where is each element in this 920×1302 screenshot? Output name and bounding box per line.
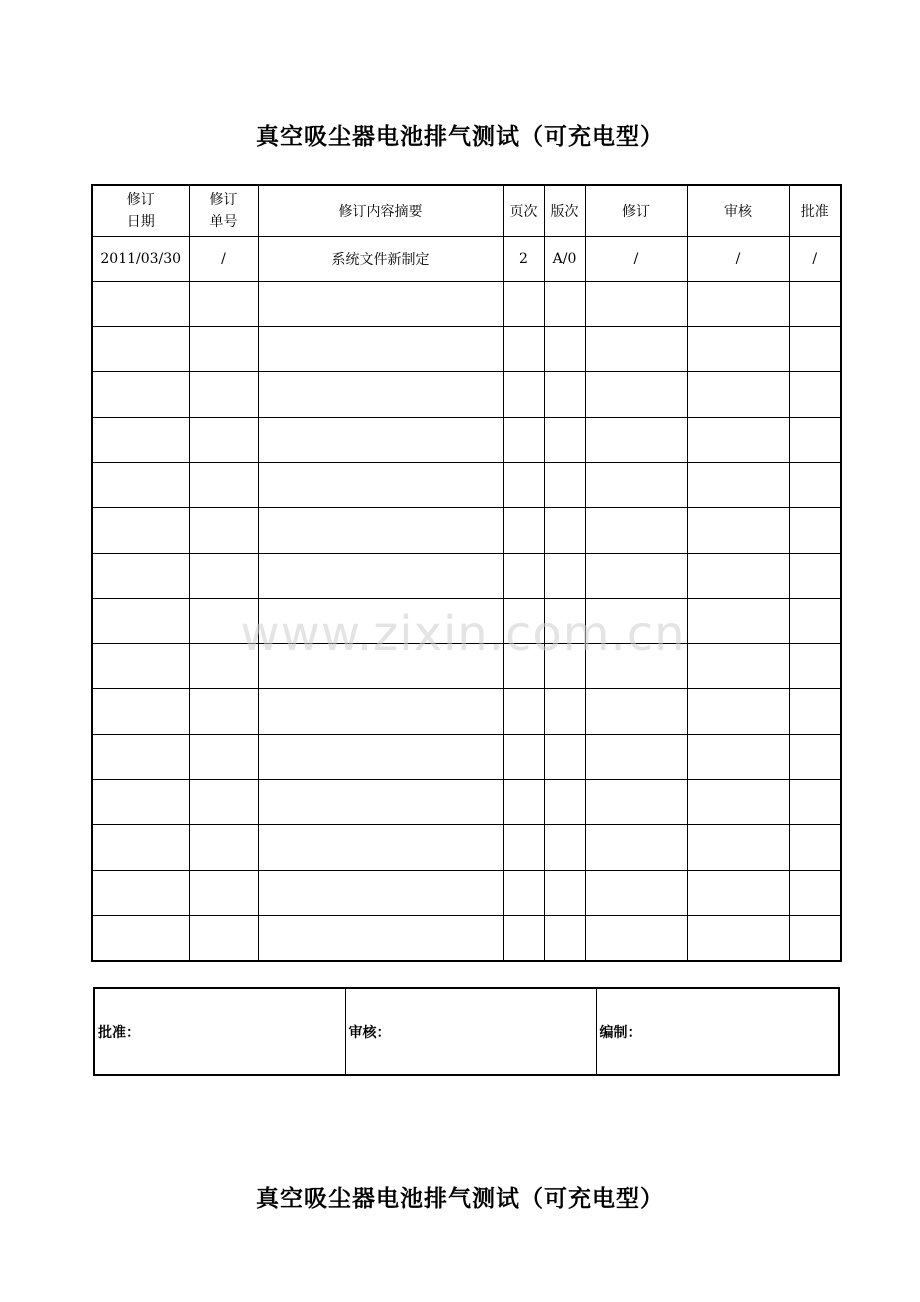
cell-approved-by (789, 598, 841, 643)
cell-revised-by (585, 327, 687, 372)
cell-summary: 系统文件新制定 (258, 236, 503, 281)
cell-summary (258, 689, 503, 734)
cell-approved-by (789, 825, 841, 870)
cell-version (544, 508, 585, 553)
cell-reviewed-by (687, 644, 789, 689)
table-row (92, 462, 841, 507)
cell-reviewed-by (687, 734, 789, 779)
header-approved-by: 批准 (789, 185, 841, 236)
cell-revised-by (585, 780, 687, 825)
header-revised-by: 修订 (585, 185, 687, 236)
cell-reviewed-by (687, 462, 789, 507)
cell-revised-by (585, 281, 687, 326)
cell-revised-by: / (585, 236, 687, 281)
cell-date (92, 281, 189, 326)
cell-number (189, 327, 258, 372)
cell-reviewed-by: / (687, 236, 789, 281)
cell-page (503, 372, 544, 417)
cell-approved-by (789, 915, 841, 960)
cell-approved-by (789, 327, 841, 372)
header-revision-summary: 修订内容摘要 (258, 185, 503, 236)
cell-date (92, 734, 189, 779)
cell-date (92, 780, 189, 825)
cell-approved-by (789, 417, 841, 462)
cell-version: A/0 (544, 236, 585, 281)
cell-page (503, 417, 544, 462)
cell-summary (258, 327, 503, 372)
cell-page (503, 689, 544, 734)
table-row (92, 734, 841, 779)
cell-reviewed-by (687, 327, 789, 372)
cell-reviewed-by (687, 780, 789, 825)
cell-summary (258, 417, 503, 462)
cell-page (503, 508, 544, 553)
cell-approved-by (789, 780, 841, 825)
cell-revised-by (585, 462, 687, 507)
cell-summary (258, 281, 503, 326)
cell-number (189, 915, 258, 960)
table-row (92, 417, 841, 462)
cell-revised-by (585, 915, 687, 960)
cell-approved-by (789, 462, 841, 507)
cell-number (189, 780, 258, 825)
revision-table-body (92, 236, 841, 961)
cell-revised-by (585, 553, 687, 598)
cell-number (189, 417, 258, 462)
cell-date (92, 462, 189, 507)
review-signature-cell[interactable]: 审核： (345, 988, 596, 1075)
cell-summary (258, 462, 503, 507)
cell-approved-by: / (789, 236, 841, 281)
cell-summary (258, 780, 503, 825)
watermark: www.zixin.com.cn (240, 606, 686, 662)
cell-page (503, 462, 544, 507)
cell-page: 2 (503, 236, 544, 281)
cell-revised-by (585, 734, 687, 779)
cell-number (189, 553, 258, 598)
cell-version (544, 462, 585, 507)
table-row (92, 825, 841, 870)
header-revision-number: 修订 单号 (189, 185, 258, 236)
cell-reviewed-by (687, 281, 789, 326)
cell-summary (258, 372, 503, 417)
cell-revised-by (585, 689, 687, 734)
cell-approved-by (789, 372, 841, 417)
cell-reviewed-by (687, 825, 789, 870)
cell-page (503, 553, 544, 598)
cell-reviewed-by (687, 372, 789, 417)
cell-summary (258, 734, 503, 779)
approve-signature-cell[interactable]: 批准： (94, 988, 345, 1075)
cell-page (503, 870, 544, 915)
cell-page (503, 281, 544, 326)
cell-approved-by (789, 870, 841, 915)
cell-page (503, 780, 544, 825)
cell-revised-by (585, 825, 687, 870)
cell-version (544, 825, 585, 870)
cell-date (92, 327, 189, 372)
cell-number (189, 734, 258, 779)
cell-revised-by (585, 508, 687, 553)
cell-revised-by (585, 870, 687, 915)
revision-history-table (91, 184, 842, 962)
header-revision-date: 修订 日期 (92, 185, 189, 236)
table-row (92, 281, 841, 326)
cell-version (544, 417, 585, 462)
header-reviewed-by: 审核 (687, 185, 789, 236)
cell-reviewed-by (687, 598, 789, 643)
cell-summary (258, 870, 503, 915)
cell-number (189, 508, 258, 553)
cell-version (544, 689, 585, 734)
cell-date: 2011/03/30 (92, 236, 189, 281)
cell-number (189, 825, 258, 870)
table-row (92, 372, 841, 417)
table-row (92, 870, 841, 915)
cell-number (189, 281, 258, 326)
cell-number (189, 462, 258, 507)
cell-date (92, 915, 189, 960)
cell-version (544, 372, 585, 417)
cell-date (92, 553, 189, 598)
cell-revised-by (585, 372, 687, 417)
cell-summary (258, 508, 503, 553)
cell-number (189, 689, 258, 734)
cell-version (544, 553, 585, 598)
cell-reviewed-by (687, 915, 789, 960)
cell-page (503, 327, 544, 372)
cell-reviewed-by (687, 508, 789, 553)
table-row (92, 553, 841, 598)
cell-date (92, 644, 189, 689)
cell-date (92, 372, 189, 417)
table-row (92, 508, 841, 553)
cell-page (503, 734, 544, 779)
cell-version (544, 780, 585, 825)
cell-reviewed-by (687, 553, 789, 598)
cell-approved-by (789, 644, 841, 689)
cell-summary (258, 553, 503, 598)
cell-date (92, 825, 189, 870)
table-row (92, 327, 841, 372)
cell-reviewed-by (687, 417, 789, 462)
cell-date (92, 417, 189, 462)
signature-block (93, 987, 840, 1076)
document-title-repeat: 真空吸尘器电池排气测试（可充电型） (256, 1185, 664, 1212)
cell-version (544, 327, 585, 372)
table-row (92, 689, 841, 734)
header-version: 版次 (544, 185, 585, 236)
cell-version (544, 734, 585, 779)
cell-date (92, 870, 189, 915)
cell-version (544, 281, 585, 326)
signature-row (94, 988, 839, 1075)
cell-page (503, 915, 544, 960)
cell-revised-by (585, 417, 687, 462)
cell-reviewed-by (687, 870, 789, 915)
table-row (92, 236, 841, 281)
cell-approved-by (789, 689, 841, 734)
table-row (92, 915, 841, 960)
cell-approved-by (789, 553, 841, 598)
cell-version (544, 870, 585, 915)
cell-version (544, 915, 585, 960)
cell-page (503, 825, 544, 870)
cell-date (92, 689, 189, 734)
cell-date (92, 508, 189, 553)
cell-date (92, 598, 189, 643)
table-header-row (92, 185, 841, 236)
cell-approved-by (789, 734, 841, 779)
cell-approved-by (789, 508, 841, 553)
cell-reviewed-by (687, 689, 789, 734)
cell-number (189, 372, 258, 417)
table-row (92, 780, 841, 825)
cell-summary (258, 915, 503, 960)
cell-number (189, 870, 258, 915)
document-title: 真空吸尘器电池排气测试（可充电型） (256, 123, 664, 150)
cell-approved-by (789, 281, 841, 326)
cell-summary (258, 825, 503, 870)
cell-number: / (189, 236, 258, 281)
compile-signature-cell[interactable]: 编制： (596, 988, 839, 1075)
header-page: 页次 (503, 185, 544, 236)
